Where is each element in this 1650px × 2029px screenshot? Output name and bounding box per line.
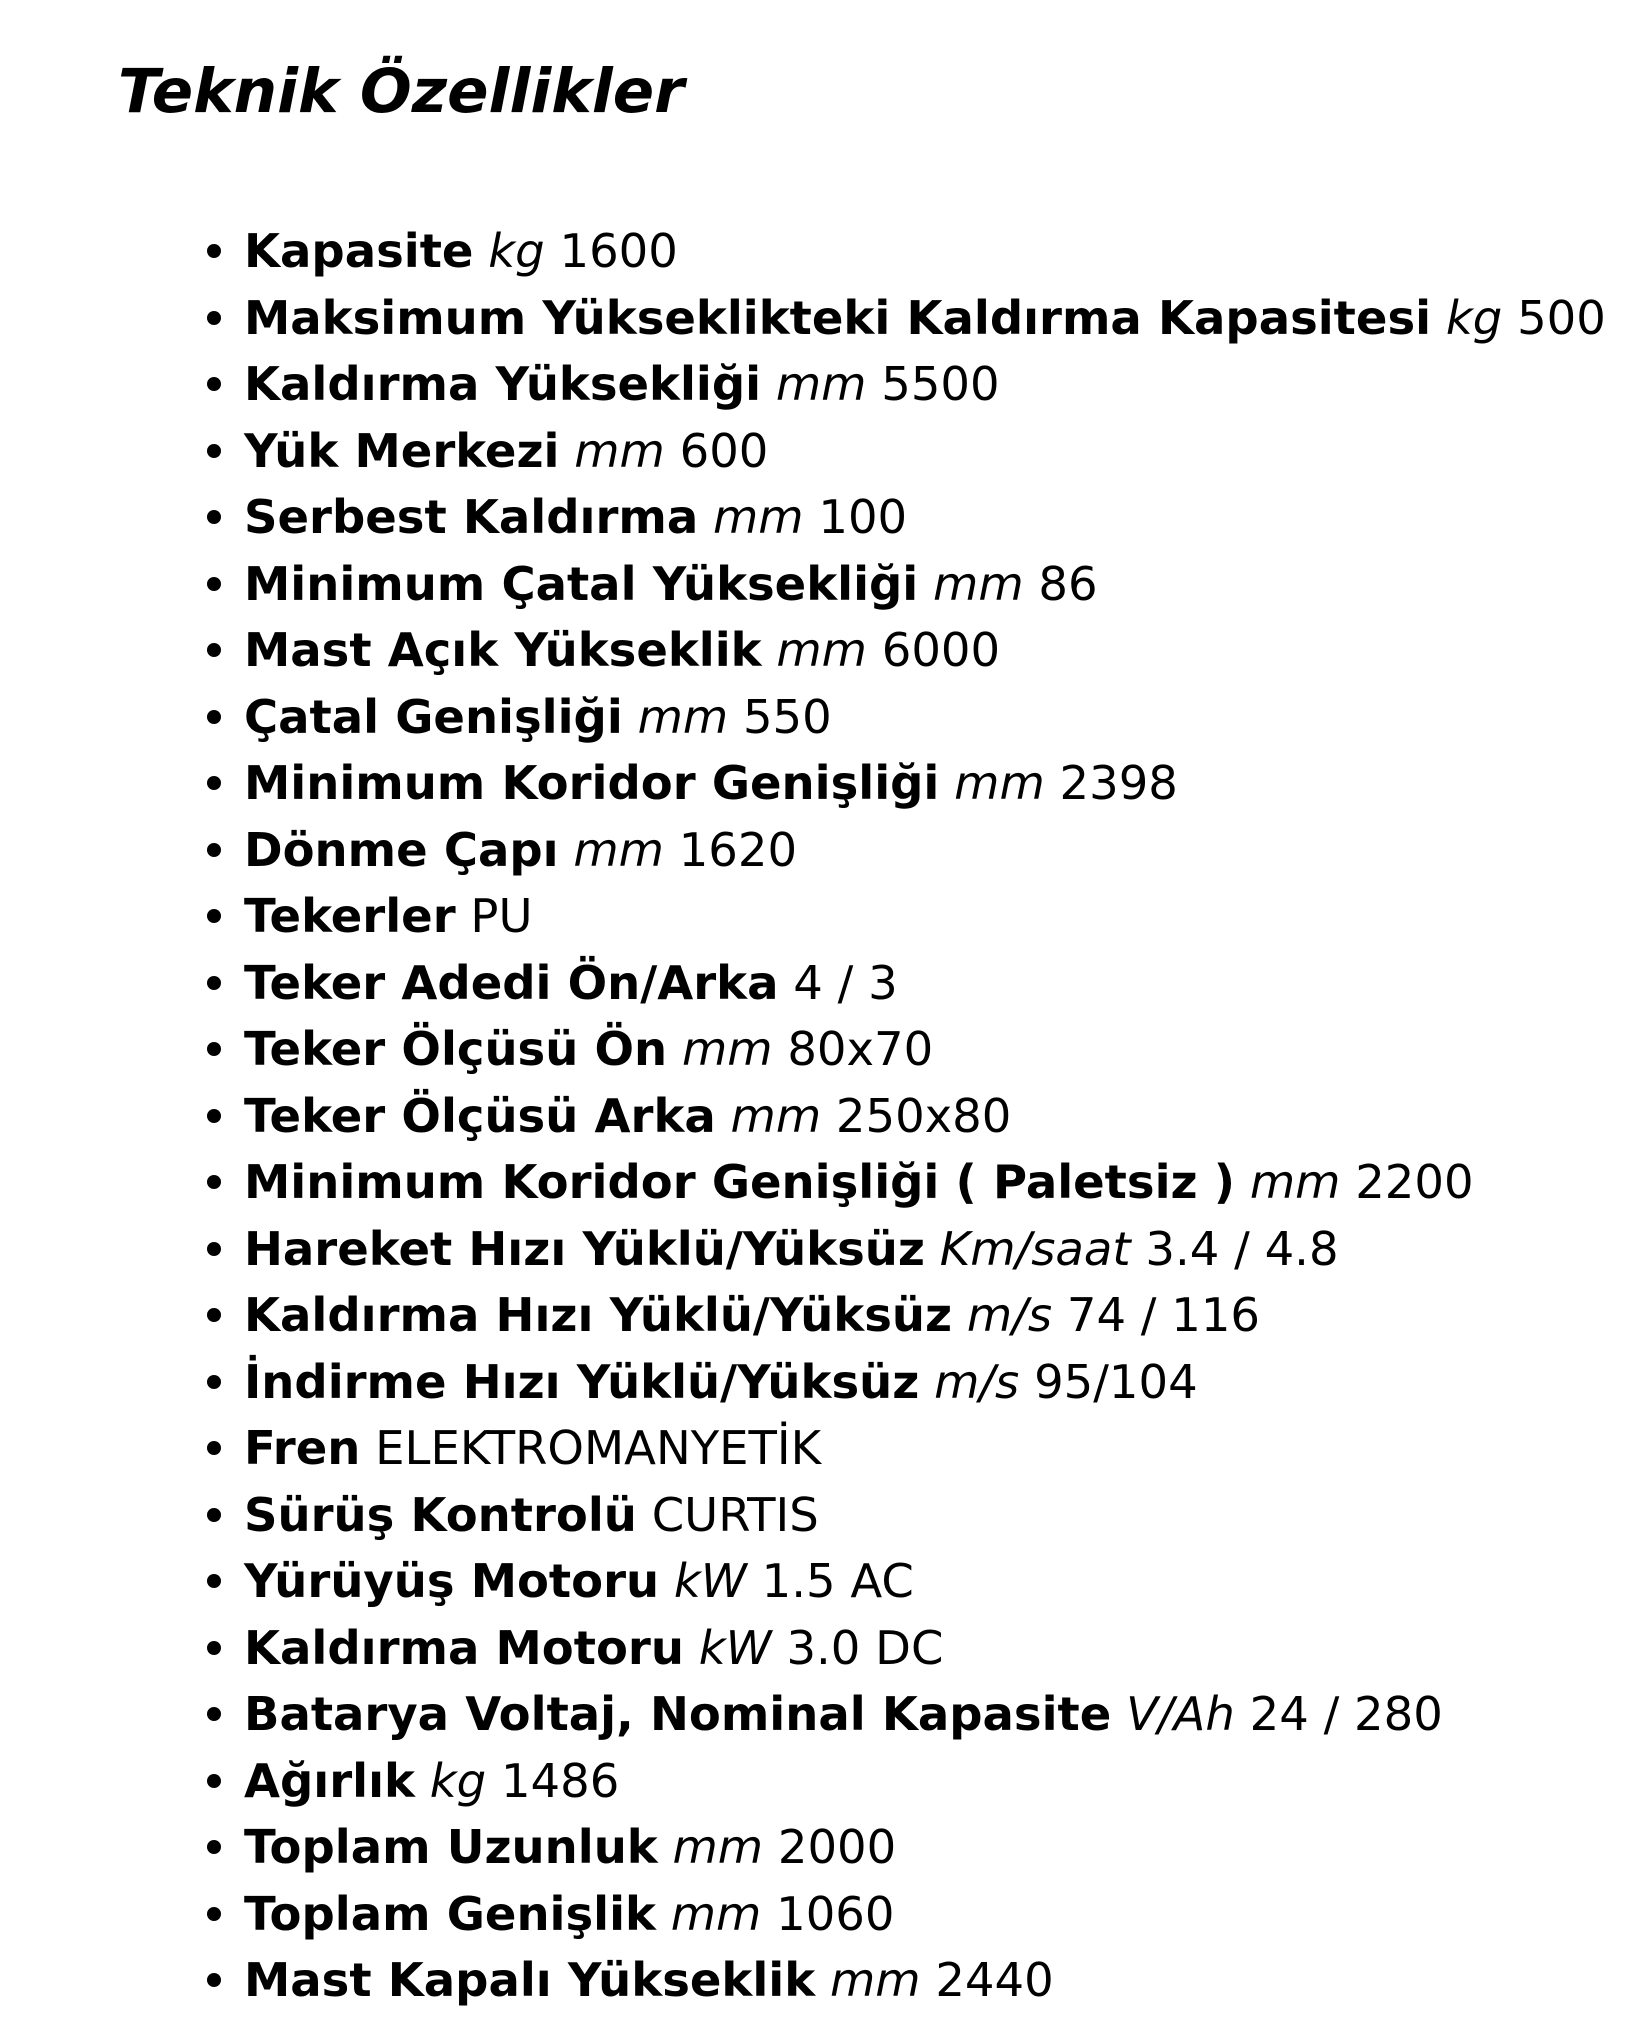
spec-unit: m/s	[966, 1288, 1053, 1342]
spec-value: 5500	[881, 357, 1000, 411]
spec-unit: mm	[713, 490, 804, 544]
spec-value: 2440	[935, 1953, 1054, 2007]
spec-value: 250x80	[835, 1088, 1012, 1143]
spec-label: Dönme Çapı	[244, 822, 559, 877]
spec-unit: mm	[672, 1820, 764, 1874]
spec-label: Ağırlık	[244, 1753, 415, 1808]
spec-item	[200, 1482, 1630, 1549]
bullet-icon	[207, 1308, 221, 1322]
spec-label: Hareket Hızı Yüklü/Yüksüz	[244, 1221, 925, 1276]
spec-value: 3.0 DC	[786, 1620, 944, 1675]
spec-value: 2398	[1059, 756, 1178, 810]
spec-unit: mm	[1249, 1155, 1341, 1209]
spec-label: Mast Kapalı Yükseklik	[244, 1953, 816, 2007]
spec-label: Batarya Voltaj, Nominal Kapasite	[244, 1687, 1112, 1741]
bullet-icon	[207, 1042, 221, 1056]
spec-unit: kg	[429, 1753, 487, 1808]
spec-unit: mm	[670, 1886, 762, 1941]
spec-item	[200, 1282, 1630, 1349]
bullet-icon	[207, 843, 221, 857]
spec-unit: mm	[637, 689, 729, 744]
spec-label: Tekerler	[244, 889, 456, 943]
bullet-icon	[207, 976, 221, 990]
spec-value: 1600	[559, 224, 678, 278]
spec-label: Kaldırma Yüksekliği	[244, 357, 762, 411]
spec-label: İndirme Hızı Yüklü/Yüksüz	[244, 1354, 920, 1409]
bullet-icon	[207, 1840, 221, 1854]
spec-value: 95/104	[1034, 1354, 1198, 1409]
spec-unit: mm	[954, 756, 1045, 810]
spec-unit: mm	[775, 357, 867, 411]
spec-item	[200, 617, 1630, 684]
spec-unit: mm	[933, 556, 1024, 611]
spec-item	[200, 285, 1630, 352]
spec-value: 500	[1517, 290, 1606, 345]
bullet-icon	[207, 1574, 221, 1588]
spec-value: 24 / 280	[1249, 1687, 1443, 1741]
spec-label: Minimum Çatal Yüksekliği	[244, 556, 919, 611]
spec-item	[200, 1748, 1630, 1815]
spec-unit: mm	[573, 822, 664, 877]
spec-value: 6000	[881, 623, 1001, 677]
spec-label: Maksimum Yükseklikteki Kaldırma Kapasitesi	[244, 290, 1432, 345]
spec-item	[200, 817, 1630, 884]
spec-value: 2200	[1355, 1155, 1474, 1209]
spec-unit: m/s	[934, 1354, 1020, 1409]
spec-unit: V/Ah	[1126, 1687, 1235, 1741]
spec-unit: mm	[776, 623, 867, 677]
spec-label: Toplam Genişlik	[244, 1886, 656, 1941]
spec-label: Toplam Uzunluk	[244, 1820, 658, 1874]
spec-label: Serbest Kaldırma	[244, 490, 699, 544]
spec-value: 1486	[500, 1753, 620, 1808]
spec-value: 4 / 3	[793, 955, 898, 1010]
spec-value: 1620	[678, 822, 798, 877]
spec-unit: kg	[488, 224, 545, 278]
bullet-icon	[207, 1774, 221, 1788]
bullet-icon	[207, 643, 221, 657]
spec-value: 2000	[777, 1820, 897, 1874]
spec-item	[200, 1149, 1630, 1216]
spec-unit: kW	[673, 1554, 747, 1608]
spec-item	[200, 750, 1630, 817]
spec-item	[200, 218, 1630, 285]
spec-unit: kW	[698, 1620, 772, 1675]
bullet-icon	[207, 1375, 221, 1389]
bullet-icon	[207, 510, 221, 524]
spec-label: Yük Merkezi	[244, 423, 560, 478]
bullet-icon	[207, 1907, 221, 1921]
spec-item	[200, 1349, 1630, 1416]
bullet-icon	[207, 909, 221, 923]
spec-list	[200, 218, 1630, 2014]
bullet-icon	[207, 710, 221, 724]
spec-label: Kapasite	[244, 224, 474, 278]
spec-value: 550	[742, 689, 832, 744]
spec-unit: mm	[574, 423, 665, 478]
bullet-icon	[207, 377, 221, 391]
spec-label: Yürüyüş Motoru	[244, 1554, 660, 1608]
bullet-icon	[207, 1508, 221, 1522]
spec-label: Kaldırma Motoru	[244, 1620, 684, 1675]
spec-item	[200, 1881, 1630, 1948]
spec-item	[200, 1681, 1630, 1748]
spec-item	[200, 1083, 1630, 1150]
spec-unit: kg	[1445, 290, 1503, 345]
spec-label: Çatal Genişliği	[244, 689, 623, 744]
spec-unit: Km/saat	[939, 1221, 1131, 1276]
bullet-icon	[207, 244, 221, 258]
spec-label: Teker Adedi Ön/Arka	[244, 955, 779, 1010]
spec-item	[200, 418, 1630, 485]
spec-item	[200, 551, 1630, 618]
bullet-icon	[207, 444, 221, 458]
spec-label: Fren	[244, 1421, 361, 1475]
bullet-icon	[207, 1175, 221, 1189]
spec-value: PU	[470, 889, 533, 943]
spec-item	[200, 950, 1630, 1017]
spec-unit: mm	[730, 1088, 822, 1143]
spec-item	[200, 1947, 1630, 2014]
spec-value: 86	[1038, 556, 1098, 611]
spec-item	[200, 1814, 1630, 1881]
bullet-icon	[207, 776, 221, 790]
spec-value: 3.4 / 4.8	[1145, 1221, 1339, 1276]
spec-label: Sürüş Kontrolü	[244, 1487, 637, 1542]
bullet-icon	[207, 577, 221, 591]
spec-item	[200, 1615, 1630, 1682]
bullet-icon	[207, 1641, 221, 1655]
spec-unit: mm	[681, 1022, 773, 1076]
spec-value: ELEKTROMANYETİK	[375, 1421, 822, 1475]
spec-item	[200, 883, 1630, 950]
bullet-icon	[207, 1707, 221, 1721]
spec-value: 74 / 116	[1066, 1288, 1261, 1342]
spec-item	[200, 1016, 1630, 1083]
spec-label: Kaldırma Hızı Yüklü/Yüksüz	[244, 1288, 953, 1342]
bullet-icon	[207, 1109, 221, 1123]
page-title: Teknik Özellikler	[118, 56, 685, 127]
spec-value: 600	[679, 423, 769, 478]
bullet-icon	[207, 311, 221, 325]
spec-item	[200, 684, 1630, 751]
spec-label: Teker Ölçüsü Arka	[244, 1088, 716, 1143]
spec-item	[200, 484, 1630, 551]
bullet-icon	[207, 1441, 221, 1455]
spec-label: Teker Ölçüsü Ön	[244, 1022, 668, 1076]
spec-value: CURTIS	[651, 1487, 819, 1542]
spec-item	[200, 1216, 1630, 1283]
spec-value: 100	[818, 490, 908, 544]
spec-label: Minimum Koridor Genişliği ( Paletsiz )	[244, 1155, 1236, 1209]
spec-value: 1.5 AC	[761, 1554, 914, 1608]
spec-item	[200, 1415, 1630, 1482]
spec-unit: mm	[829, 1953, 921, 2007]
bullet-icon	[207, 1973, 221, 1987]
spec-value: 1060	[776, 1886, 895, 1941]
spec-item	[200, 351, 1630, 418]
spec-label: Mast Açık Yükseklik	[244, 623, 762, 677]
spec-item	[200, 1548, 1630, 1615]
spec-value: 80x70	[787, 1022, 934, 1076]
spec-label: Minimum Koridor Genişliği	[244, 756, 940, 810]
bullet-icon	[207, 1242, 221, 1256]
